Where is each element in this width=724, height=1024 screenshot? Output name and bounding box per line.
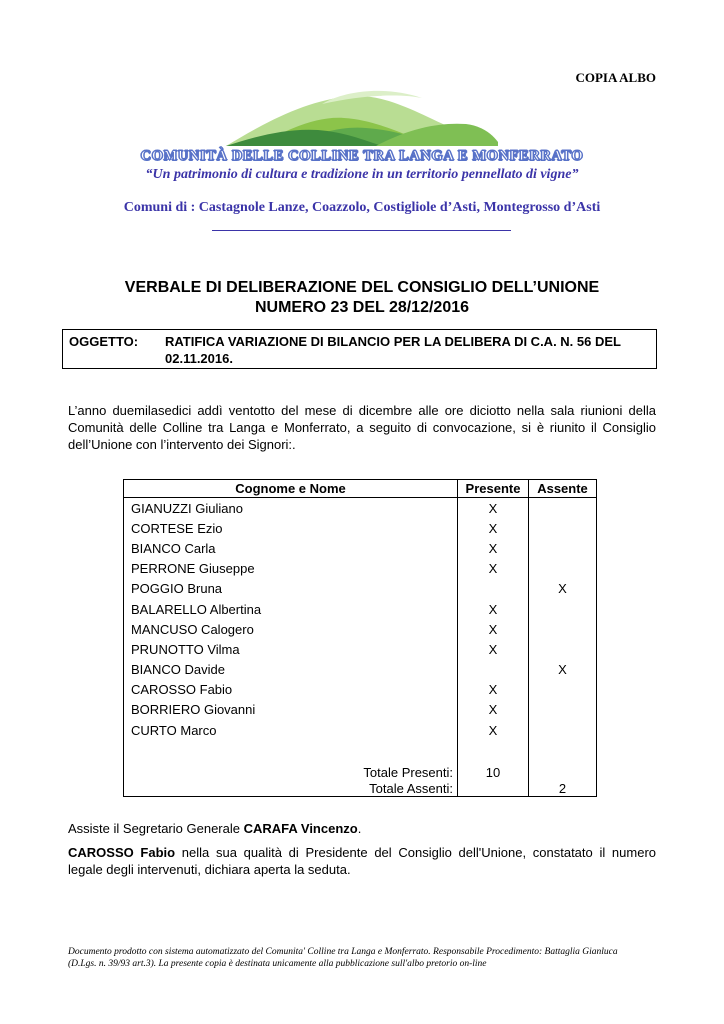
subject-label: OGGETTO: [69, 334, 139, 349]
present-mark: X [458, 518, 529, 538]
total-absent-row [124, 780, 597, 797]
absent-mark [529, 680, 597, 700]
title-line-1: VERBALE DI DELIBERAZIONE DEL CONSIGLIO DELL’UNIONE [124, 279, 600, 296]
total-absent-value: 2 [529, 780, 597, 797]
subject-text: RATIFICA VARIAZIONE DI BILANCIO PER LA DELIBERA DI C.A. N. 56 DEL 02.11.2016. [165, 334, 621, 366]
present-mark: X [458, 700, 529, 720]
present-mark: X [458, 498, 529, 519]
member-name: POGGIO Bruna [124, 579, 458, 599]
member-name: BIANCO Carla [124, 538, 458, 558]
absent-mark [529, 498, 597, 519]
present-mark: X [458, 559, 529, 579]
copy-label: COPIA ALBO [575, 70, 656, 85]
president-paragraph [68, 844, 656, 878]
table-row [124, 579, 597, 599]
member-name: MANCUSO Calogero [124, 619, 458, 639]
present-mark: X [458, 619, 529, 639]
president-name: CAROSSO Fabio [68, 845, 176, 860]
absent-mark [529, 599, 597, 619]
absent-mark [529, 700, 597, 720]
table-row [124, 680, 597, 700]
present-mark: X [458, 680, 529, 700]
attendance-table [123, 479, 597, 797]
footer-line-2: (D.Lgs. n. 39/93 art.3). La presente copia è destinata unicamente alla pubblicazione sull'albo pretorio on-line [68, 959, 487, 969]
absent-mark: X [529, 579, 597, 599]
present-mark: X [458, 599, 529, 619]
member-name: PRUNOTTO Vilma [124, 639, 458, 659]
absent-mark [529, 538, 597, 558]
table-row [124, 700, 597, 720]
community-name: COMUNITÀ DELLE COLLINE TRA LANGA E MONFERRATO [140, 148, 584, 164]
total-present-value: 10 [458, 764, 529, 780]
absent-mark: X [529, 660, 597, 680]
absent-mark [529, 619, 597, 639]
table-spacer-row [124, 740, 597, 764]
table-row [124, 538, 597, 558]
present-mark: X [458, 639, 529, 659]
present-mark [458, 660, 529, 680]
table-row [124, 660, 597, 680]
comuni-list: Comuni di : Castagnole Lanze, Coazzolo, Costigliole d’Asti, Montegrosso d’Asti [123, 200, 601, 215]
table-row [124, 720, 597, 740]
motto: “Un patrimonio di cultura e tradizione in un territorio pennellato di vigne” [145, 167, 579, 182]
member-name: PERRONE Giuseppe [124, 559, 458, 579]
secretary-name: CARAFA Vincenzo [243, 821, 358, 836]
table-row [124, 619, 597, 639]
total-present-row [124, 764, 597, 780]
table-row [124, 559, 597, 579]
table-row [124, 498, 597, 519]
document-title [0, 278, 724, 318]
subject-box [62, 329, 657, 369]
footer-line-1: Documento prodotto con sistema automatizzato del Comunita' Colline tra Langa e Monferrato. Responsabile Procedimento: Battaglia Gianluca [68, 947, 618, 957]
secretary-line [68, 821, 361, 836]
absent-mark [529, 559, 597, 579]
member-name: BIANCO Davide [124, 660, 458, 680]
member-name: CURTO Marco [124, 720, 458, 740]
table-row [124, 639, 597, 659]
secretary-suffix: . [357, 821, 362, 836]
secretary-prefix: Assiste il Segretario Generale [68, 821, 244, 836]
absent-mark [529, 518, 597, 538]
total-absent-label: Totale Assenti: [124, 780, 458, 797]
member-name: BORRIERO Giovanni [124, 700, 458, 720]
present-mark [458, 579, 529, 599]
title-line-2: NUMERO 23 DEL 28/12/2016 [254, 299, 470, 316]
member-name: CORTESE Ezio [124, 518, 458, 538]
present-mark: X [458, 538, 529, 558]
header-name: Cognome e Nome [124, 480, 458, 498]
table-header-row [124, 480, 597, 498]
intro-paragraph: L’anno duemilasedici addì ventotto del mese di dicembre alle ore diciotto nella sala riunioni della Comunità delle Colline tra Langa e Monferrato, a seguito di convocazione, si è riunito il Consiglio dell’Unione con l’intervento dei Signori:. [68, 403, 656, 452]
member-name: BALARELLO Albertina [124, 599, 458, 619]
hills-logo-icon [226, 82, 498, 148]
member-name: GIANUZZI Giuliano [124, 498, 458, 519]
footer-note [68, 946, 668, 970]
absent-mark [529, 639, 597, 659]
absent-mark [529, 720, 597, 740]
present-mark: X [458, 720, 529, 740]
header-divider [212, 230, 511, 231]
table-row [124, 518, 597, 538]
header-present: Presente [458, 480, 529, 498]
table-row [124, 599, 597, 619]
header-absent: Assente [529, 480, 597, 498]
total-present-label: Totale Presenti: [124, 764, 458, 780]
president-text: nella sua qualità di Presidente del Consiglio dell'Unione, constatato il numero legale degli intervenuti, dichiara aperta la seduta. [68, 845, 657, 877]
member-name: CAROSSO Fabio [124, 680, 458, 700]
